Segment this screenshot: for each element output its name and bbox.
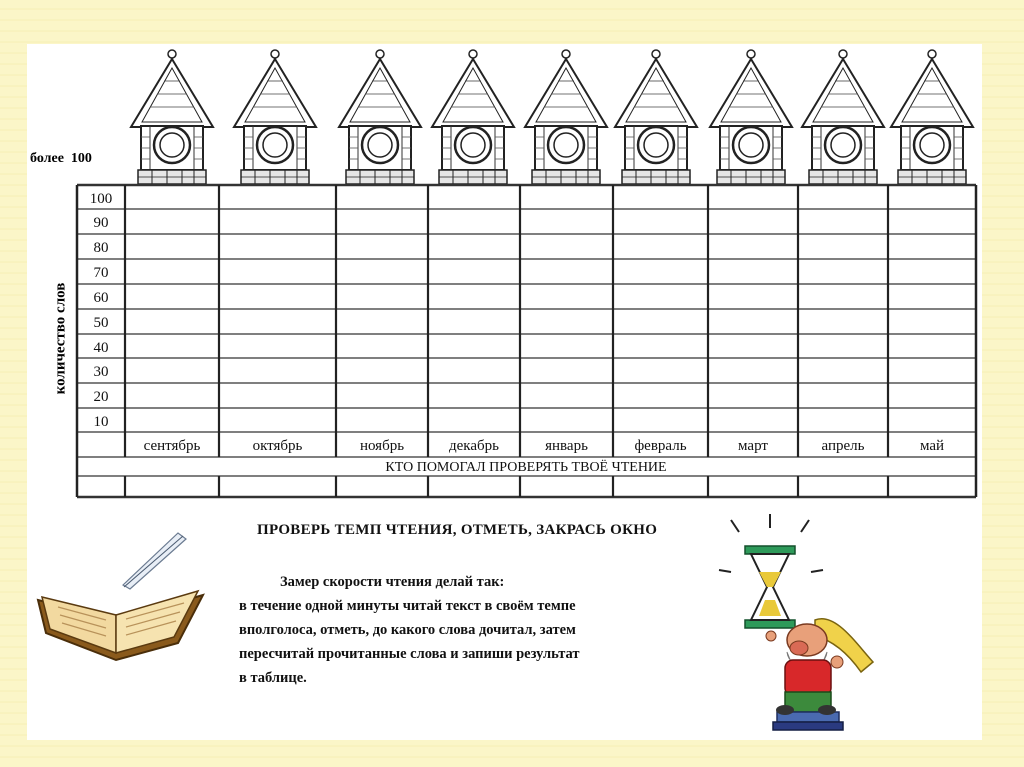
house-icon	[432, 50, 514, 184]
hourglass-gnome-illustration	[715, 512, 895, 742]
instruction-line: вполголоса, отметь, до какого слова дочитал, затем	[239, 622, 576, 638]
y-tick-label: 60	[93, 290, 109, 306]
house-icon	[339, 50, 421, 184]
y-tick-label: 100	[89, 191, 113, 207]
month-label: сентябрь	[143, 438, 201, 454]
y-tick-label: 50	[93, 315, 109, 331]
y-tick-label: 10	[93, 414, 109, 430]
month-label: январь	[545, 438, 588, 454]
instruction-line: в таблице.	[239, 670, 307, 686]
y-tick-label: 30	[93, 364, 109, 380]
open-book-icon	[28, 525, 208, 665]
y-tick-label: 40	[93, 340, 109, 356]
house-icon	[615, 50, 697, 184]
y-tick-label: 80	[93, 240, 109, 256]
month-label: май	[919, 438, 945, 454]
y-axis-label: количество слов	[52, 282, 69, 395]
month-label: октябрь	[252, 438, 303, 454]
y-tick-label: 20	[93, 389, 109, 405]
house-icon	[525, 50, 607, 184]
house-icon	[710, 50, 792, 184]
gnome-icon	[766, 619, 873, 730]
month-label: февраль	[634, 438, 687, 454]
instruction-line: в течение одной минуты читай текст в своём темпе	[239, 598, 576, 614]
y-tick-label: 70	[93, 265, 109, 281]
month-label: ноябрь	[359, 438, 405, 454]
helper-row-label: КТО ПОМОГАЛ ПРОВЕРЯТЬ ТВОЁ ЧТЕНИЕ	[385, 460, 667, 475]
heading: ПРОВЕРЬ ТЕМП ЧТЕНИЯ, ОТМЕТЬ, ЗАКРАСЬ ОКНО	[257, 522, 658, 538]
house-icon	[131, 50, 213, 184]
house-icon	[891, 50, 973, 184]
house-icon	[234, 50, 316, 184]
instructions-title: Замер скорости чтения делай так:	[280, 574, 505, 590]
y-tick-label: 90	[93, 215, 109, 231]
month-label: апрель	[821, 438, 865, 454]
month-label: март	[738, 438, 768, 454]
instruction-line: пересчитай прочитанные слова и запиши результат	[239, 646, 580, 662]
month-label: декабрь	[449, 438, 499, 454]
house-icon	[802, 50, 884, 184]
hourglass-icon	[719, 514, 823, 628]
more-than-100-label: более 100	[30, 151, 92, 166]
